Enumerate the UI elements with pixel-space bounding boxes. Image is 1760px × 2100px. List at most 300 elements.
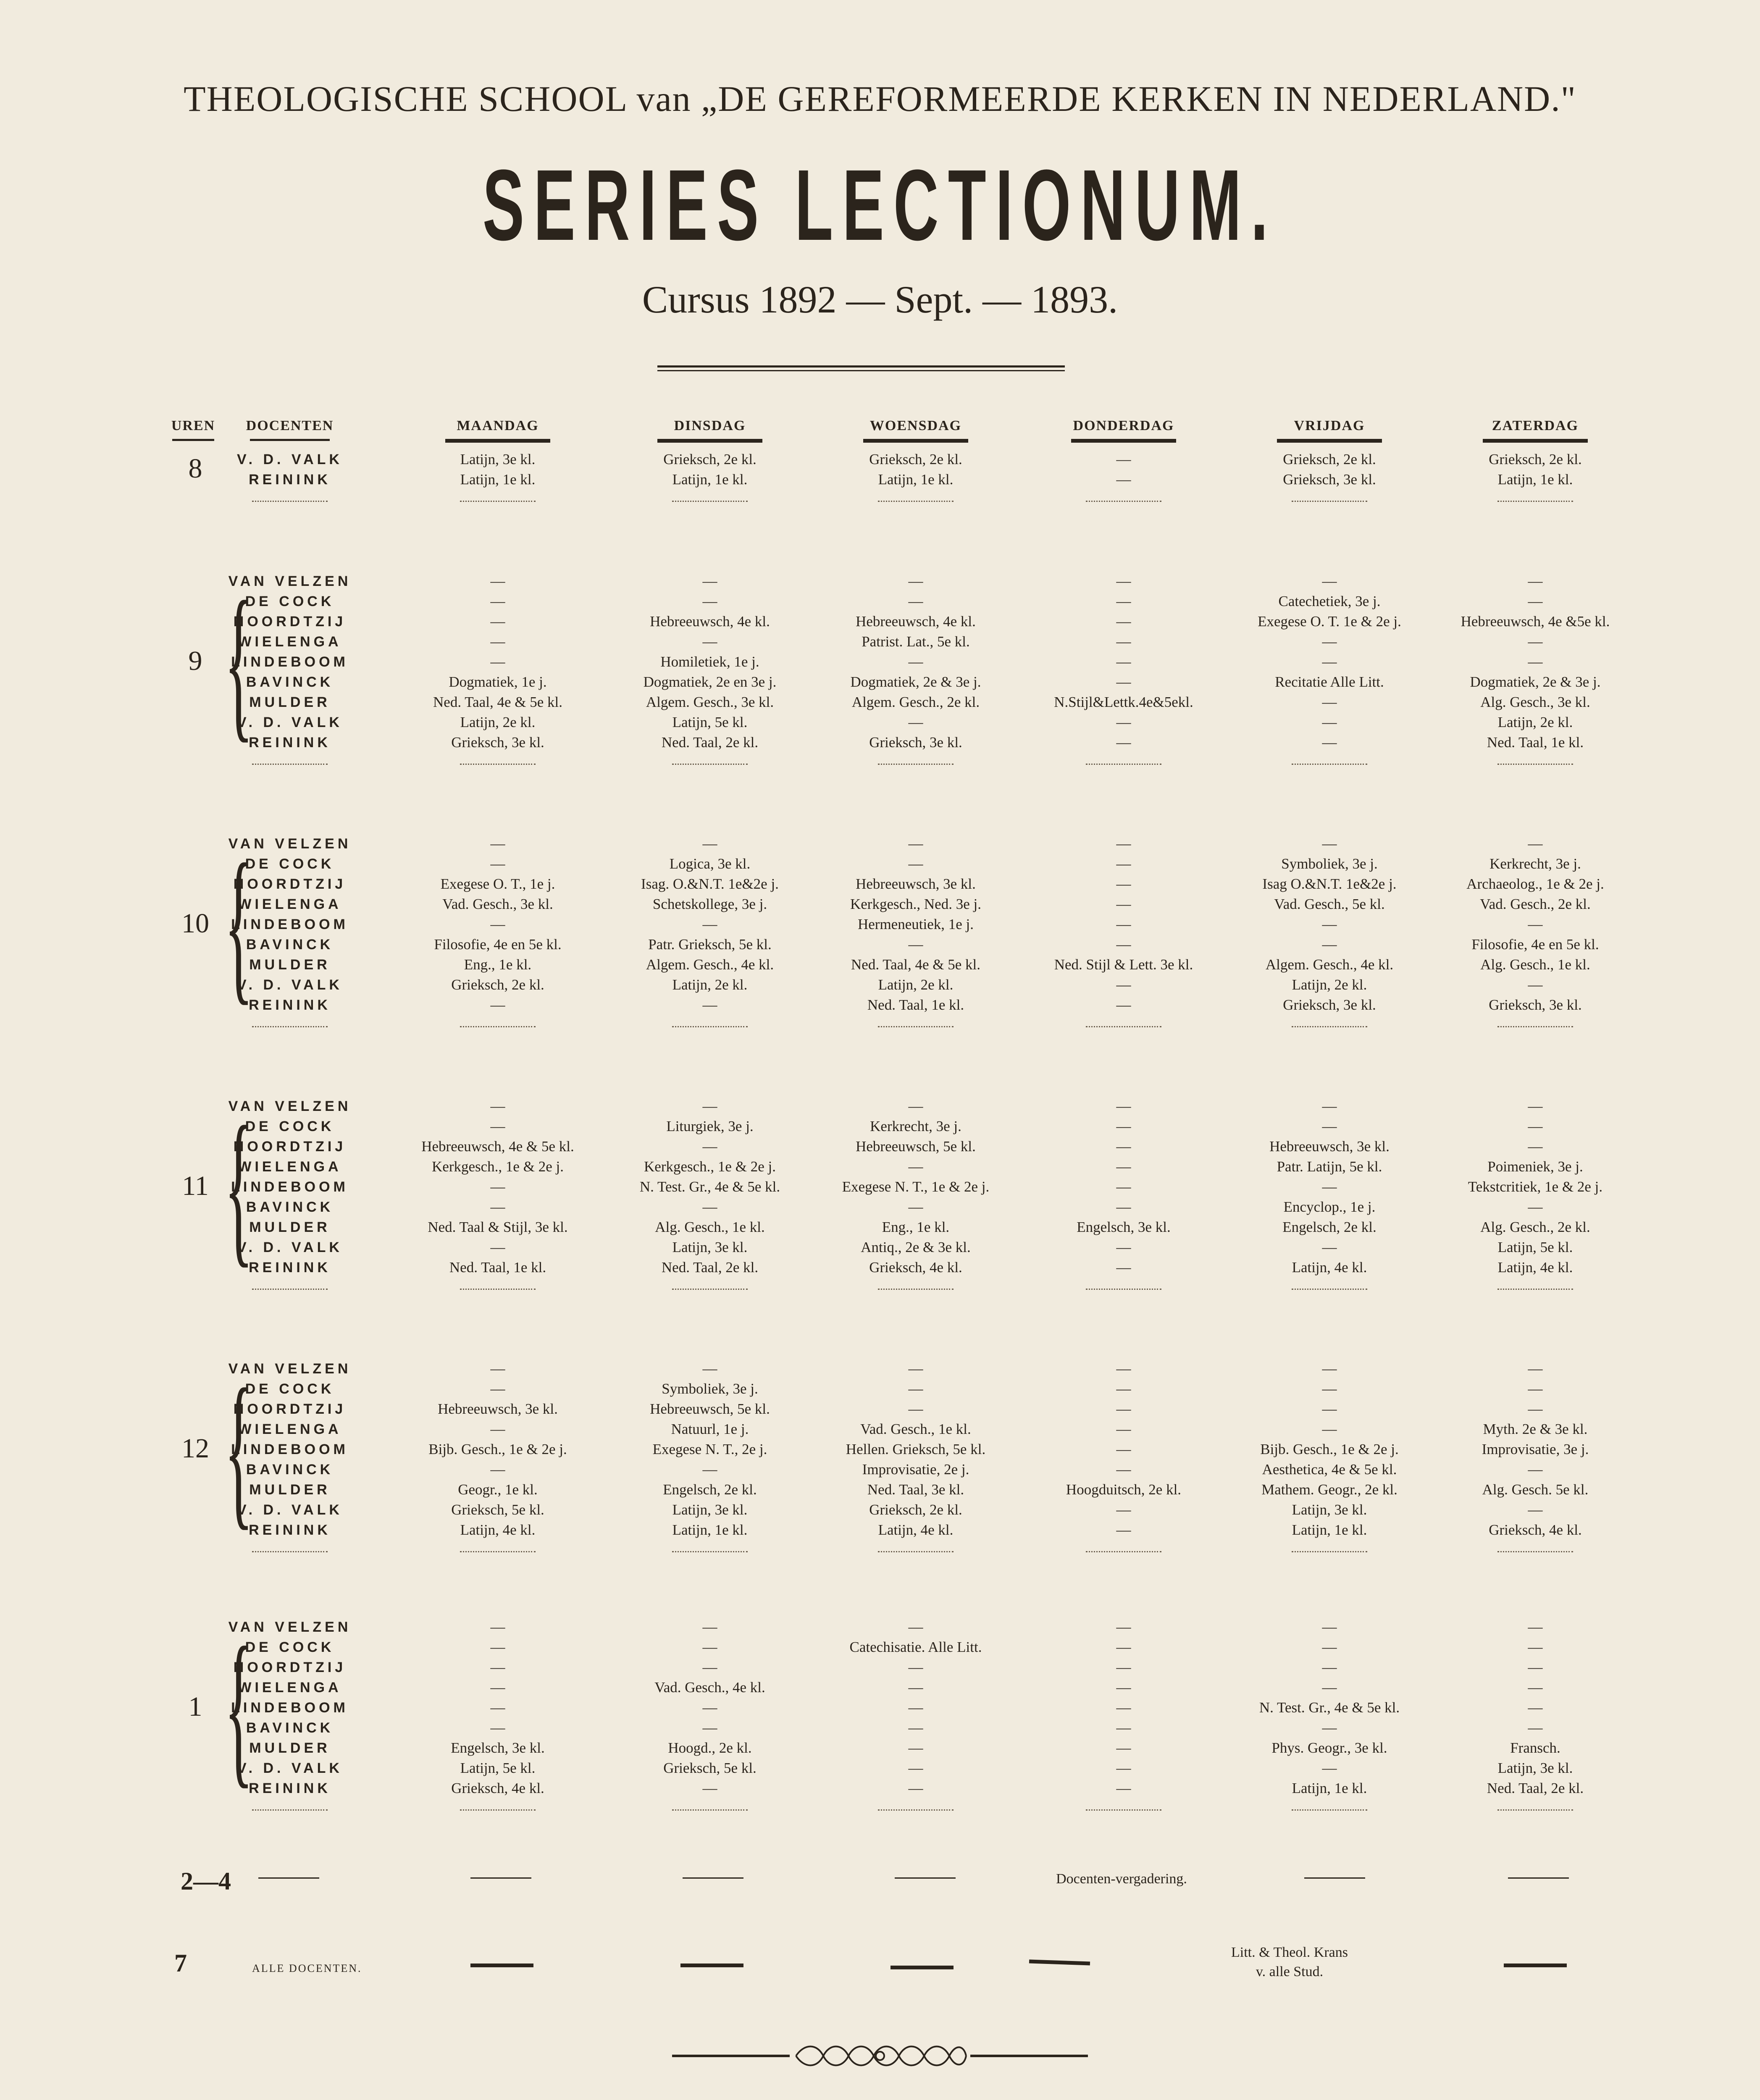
lesson-cell: Latijn, 1e kl. <box>1497 471 1573 488</box>
lesson-cell: Hebreeuwsch, 3e kl. <box>438 1401 558 1417</box>
block-separator <box>878 1286 954 1290</box>
lesson-cell: — <box>702 835 717 852</box>
lesson-cell: Latijn, 3e kl. <box>672 1239 748 1255</box>
lesson-cell: Symboliek, 3e j. <box>662 1381 758 1397</box>
block-separator <box>1292 1807 1367 1811</box>
lesson-cell: Mathem. Geogr., 2e kl. <box>1261 1481 1397 1498</box>
brace-glyph: { <box>224 1353 253 1544</box>
lesson-cell: — <box>908 835 923 852</box>
course-year-line: Cursus 1892 — Sept. — 1893. <box>642 278 1118 321</box>
lesson-cell: — <box>908 573 923 589</box>
lesson-cell: Latijn, 5e kl. <box>460 1760 536 1776</box>
teacher-name: NOORDTZIJ <box>233 876 347 892</box>
lesson-cell: — <box>1322 714 1337 730</box>
teacher-name: WIELENGA <box>238 634 342 650</box>
lesson-cell: Grieksch, 5e kl. <box>451 1502 544 1518</box>
lesson-cell: — <box>908 1659 923 1675</box>
evening-teachers: ALLE DOCENTEN. <box>252 1962 362 1974</box>
lesson-cell: Ned. Taal, 4e & 5e kl. <box>433 694 562 710</box>
lesson-cell: Engelsch, 3e kl. <box>451 1740 545 1756</box>
lesson-cell: Latijn, 1e kl. <box>878 471 954 488</box>
col-rule-dinsdag <box>657 439 762 443</box>
lesson-cell: Grieksch, 2e kl. <box>1283 451 1376 467</box>
evening-text-line2: v. alle Stud. <box>1256 1964 1324 1979</box>
lesson-cell: — <box>490 1619 505 1635</box>
lesson-cell: — <box>490 1699 505 1716</box>
lesson-cell: Grieksch, 3e kl. <box>1283 471 1376 488</box>
block-separator <box>1497 498 1573 502</box>
lesson-cell: — <box>908 1679 923 1696</box>
lesson-cell: Kerkrecht, 3e j. <box>1489 856 1581 872</box>
lesson-cell: Hoogduitsch, 2e kl. <box>1066 1481 1182 1498</box>
lesson-cell: — <box>1322 694 1337 710</box>
block-separator <box>1497 1024 1573 1027</box>
lesson-cell: N. Test. Gr., 4e & 5e kl. <box>1259 1699 1400 1716</box>
afternoon-dash-zaterdag <box>1508 1877 1569 1879</box>
lesson-cell: — <box>702 1360 717 1377</box>
lesson-cell: Latijn, 1e kl. <box>1292 1780 1367 1796</box>
lesson-cell: Archaeolog., 1e & 2e j. <box>1466 876 1604 892</box>
lesson-cell: Ned. Taal, 4e & 5e kl. <box>851 956 980 973</box>
teacher-name: BAVINCK <box>246 1720 334 1736</box>
lesson-cell: Alg. Gesch., 1e kl. <box>655 1219 765 1235</box>
block-separator <box>1086 1024 1161 1027</box>
lesson-cell: Filosofie, 4e en 5e kl. <box>1471 936 1599 953</box>
col-donderdag: DONDERDAG <box>1073 418 1174 433</box>
lesson-cell: — <box>1116 856 1131 872</box>
lesson-cell: Latijn, 1e kl. <box>672 1522 748 1538</box>
lesson-cell: — <box>1116 633 1131 650</box>
lesson-cell: Algem. Gesch., 3e kl. <box>646 694 774 710</box>
evening-dash-woensdag <box>891 1966 954 1969</box>
lesson-cell: — <box>1528 1360 1543 1377</box>
lesson-cell: Antiq., 2e & 3e kl. <box>861 1239 971 1255</box>
lesson-cell: — <box>1528 1199 1543 1215</box>
lesson-cell: — <box>908 1740 923 1756</box>
lesson-cell: — <box>1116 876 1131 892</box>
teacher-name: NOORDTZIJ <box>233 614 347 630</box>
lesson-cell: Grieksch, 4e kl. <box>451 1780 544 1796</box>
lesson-cell: Latijn, 4e kl. <box>878 1522 954 1538</box>
lesson-cell: — <box>908 654 923 670</box>
lesson-cell: — <box>908 1719 923 1736</box>
lesson-cell: Hermeneutiek, 1e j. <box>857 916 974 932</box>
lesson-cell: — <box>1528 1118 1543 1134</box>
lesson-cell: Latijn, 5e kl. <box>1497 1239 1573 1255</box>
lesson-cell: — <box>490 613 505 630</box>
lesson-cell: Latijn, 5e kl. <box>672 714 748 730</box>
teacher-name: WIELENGA <box>238 1680 342 1696</box>
block-separator <box>460 1024 536 1027</box>
lesson-cell: Patrist. Lat., 5e kl. <box>862 633 970 650</box>
lesson-cell: — <box>908 593 923 609</box>
lesson-cell: Exegese N. T., 1e & 2e j. <box>842 1179 990 1195</box>
lesson-cell: Encyclop., 1e j. <box>1283 1199 1376 1215</box>
lesson-cell: — <box>1528 1679 1543 1696</box>
lesson-cell: — <box>1116 1098 1131 1114</box>
lesson-cell: — <box>490 593 505 609</box>
teacher-name: LINDEBOOM <box>231 1441 349 1457</box>
block-separator <box>252 1286 328 1290</box>
lesson-cell: — <box>908 1158 923 1175</box>
block-separator <box>672 1549 748 1552</box>
lesson-cell: Ned. Taal & Stijl, 3e kl. <box>428 1219 568 1235</box>
lesson-cell: — <box>490 1461 505 1478</box>
teacher-name: DE COCK <box>245 856 335 872</box>
lesson-cell: — <box>1116 1118 1131 1134</box>
lesson-cell: — <box>702 593 717 609</box>
lesson-cell: Vad. Gesch., 4e kl. <box>654 1679 765 1696</box>
lesson-cell: — <box>1116 916 1131 932</box>
lesson-cell: — <box>1322 1760 1337 1776</box>
lesson-cell: Ned. Taal, 1e kl. <box>867 997 964 1013</box>
block-separator <box>672 1024 748 1027</box>
lesson-cell: Vad. Gesch., 1e kl. <box>860 1421 971 1437</box>
afternoon-dash-maandag <box>470 1877 531 1879</box>
lesson-cell: Hebreeuwsch, 4e & 5e kl. <box>421 1138 574 1155</box>
lesson-cell: — <box>702 1199 717 1215</box>
teacher-name: V. D. VALK <box>237 1760 343 1776</box>
teacher-name: MULDER <box>249 1219 331 1235</box>
lesson-cell: — <box>1322 1179 1337 1195</box>
lesson-cell: — <box>1116 613 1131 630</box>
teacher-name: REININK <box>249 1260 331 1276</box>
lesson-cell: — <box>1116 976 1131 993</box>
lesson-cell: — <box>1116 1699 1131 1716</box>
teacher-name: V. D. VALK <box>237 977 343 993</box>
lesson-cell: — <box>1528 1639 1543 1655</box>
lesson-cell: Grieksch, 3e kl. <box>1283 997 1376 1013</box>
lesson-cell: Dogmatiek, 2e en 3e j. <box>643 674 777 690</box>
col-woensdag: WOENSDAG <box>869 418 962 433</box>
lesson-cell: Ned. Stijl & Lett. 3e kl. <box>1054 956 1193 973</box>
lesson-cell: Hebreeuwsch, 4e kl. <box>856 613 976 630</box>
lesson-cell: — <box>1322 1239 1337 1255</box>
brace-glyph: { <box>224 828 253 1019</box>
lesson-cell: — <box>908 1199 923 1215</box>
lesson-cell: — <box>1116 1740 1131 1756</box>
lesson-cell: — <box>1116 835 1131 852</box>
block-separator <box>460 1807 536 1811</box>
lesson-cell: Alg. Gesch. 5e kl. <box>1482 1481 1589 1498</box>
lesson-cell: — <box>1322 1421 1337 1437</box>
teacher-name: WIELENGA <box>238 896 342 912</box>
lesson-cell: — <box>702 1780 717 1796</box>
lesson-cell: Catechisatie. Alle Litt. <box>849 1639 982 1655</box>
lesson-cell: Patr. Latijn, 5e kl. <box>1277 1158 1382 1175</box>
lesson-cell: — <box>1116 734 1131 751</box>
lesson-cell: Latijn, 2e kl. <box>1292 976 1367 993</box>
teacher-name: LINDEBOOM <box>231 654 349 670</box>
lesson-cell: Improvisatie, 3e j. <box>1482 1441 1589 1457</box>
lesson-cell: — <box>702 916 717 932</box>
teacher-name: MULDER <box>249 1482 331 1498</box>
lesson-cell: Grieksch, 5e kl. <box>663 1760 757 1776</box>
block-separator <box>672 761 748 765</box>
lesson-cell: Kerkgesch., 1e & 2e j. <box>644 1158 776 1175</box>
teacher-name: DE COCK <box>245 1639 335 1655</box>
teacher-name: VAN VELZEN <box>228 1361 352 1377</box>
lesson-cell: Latijn, 2e kl. <box>878 976 954 993</box>
lesson-cell: Ned. Taal, 1e kl. <box>449 1259 546 1276</box>
lesson-cell: Recitatie Alle Litt. <box>1275 674 1384 690</box>
block-separator <box>1086 1549 1161 1552</box>
lesson-cell: Latijn, 1e kl. <box>1292 1522 1367 1538</box>
teacher-name: MULDER <box>249 694 331 710</box>
lesson-cell: Grieksch, 2e kl. <box>663 451 757 467</box>
lesson-cell: Latijn, 4e kl. <box>1497 1259 1573 1276</box>
lesson-cell: Isag O.&N.T. 1e&2e j. <box>1262 876 1397 892</box>
lesson-cell: Kerkgesch., Ned. 3e j. <box>850 896 981 912</box>
lesson-cell: Isag. O.&N.T. 1e&2e j. <box>641 876 779 892</box>
lesson-cell: — <box>908 1760 923 1776</box>
teacher-name: NOORDTZIJ <box>233 1401 347 1417</box>
lesson-cell: Homiletiek, 1e j. <box>660 654 759 670</box>
teacher-name: DE COCK <box>245 593 335 609</box>
afternoon-dash-woensdag <box>895 1877 956 1879</box>
evening-dash-donderdag <box>1029 1959 1090 1965</box>
lesson-cell: — <box>1322 654 1337 670</box>
lesson-cell: Aesthetica, 4e & 5e kl. <box>1262 1461 1397 1478</box>
lesson-cell: Filosofie, 4e en 5e kl. <box>434 936 562 953</box>
block-separator <box>1292 1024 1367 1027</box>
lesson-cell: — <box>1322 573 1337 589</box>
lesson-cell: — <box>490 633 505 650</box>
col-rule-uren <box>172 439 214 441</box>
teacher-name: BAVINCK <box>246 937 334 953</box>
lesson-cell: — <box>1116 1619 1131 1635</box>
block-separator <box>878 498 954 502</box>
block-separator <box>878 1024 954 1027</box>
lesson-cell: — <box>1116 654 1131 670</box>
lesson-cell: Latijn, 4e kl. <box>1292 1259 1367 1276</box>
page-title: SERIES LECTIONUM. <box>482 149 1278 261</box>
lesson-cell: — <box>1528 633 1543 650</box>
lesson-cell: Geogr., 1e kl. <box>458 1481 538 1498</box>
lesson-cell: — <box>1322 1639 1337 1655</box>
block-separator <box>1292 761 1367 765</box>
lesson-cell: — <box>1528 654 1543 670</box>
block-separator <box>672 1807 748 1811</box>
lesson-cell: — <box>1116 1502 1131 1518</box>
lesson-cell: Algem. Gesch., 2e kl. <box>851 694 980 710</box>
col-uren: UREN <box>171 418 215 433</box>
teacher-name: WIELENGA <box>238 1159 342 1175</box>
block-separator <box>252 1024 328 1027</box>
lesson-cell: Latijn, 3e kl. <box>1497 1760 1573 1776</box>
lesson-cell: — <box>1528 1138 1543 1155</box>
col-dinsdag: DINSDAG <box>674 418 746 433</box>
teacher-name: V. D. VALK <box>237 1239 343 1255</box>
lesson-cell: — <box>1528 1659 1543 1675</box>
lesson-cell: — <box>908 1780 923 1796</box>
lesson-cell: — <box>1116 1360 1131 1377</box>
lesson-cell: Hebreeuwsch, 5e kl. <box>856 1138 976 1155</box>
lesson-cell: Ned. Taal, 1e kl. <box>1487 734 1584 751</box>
lesson-cell: — <box>490 1421 505 1437</box>
lesson-cell: Ned. Taal, 2e kl. <box>1487 1780 1584 1796</box>
lesson-cell: Hellen. Grieksch, 5e kl. <box>846 1441 986 1457</box>
brace-glyph: { <box>224 1091 253 1282</box>
lesson-cell: — <box>1116 1780 1131 1796</box>
lesson-cell: Schetskollege, 3e j. <box>652 896 767 912</box>
evening-dash-zaterdag <box>1504 1964 1567 1967</box>
lesson-cell: — <box>1116 1239 1131 1255</box>
teacher-name: MULDER <box>249 957 331 973</box>
lesson-cell: Grieksch, 2e kl. <box>1489 451 1582 467</box>
lesson-cell: — <box>490 1118 505 1134</box>
lesson-cell: Kerkrecht, 3e j. <box>870 1118 961 1134</box>
teacher-name: DE COCK <box>245 1118 335 1134</box>
lesson-cell: — <box>908 1381 923 1397</box>
lesson-cell: — <box>1116 1639 1131 1655</box>
lesson-cell: Exegese N. T., 2e j. <box>652 1441 767 1457</box>
lesson-cell: — <box>908 714 923 730</box>
lesson-cell: Engelsch, 3e kl. <box>1077 1219 1171 1235</box>
lesson-cell: Hebreeuwsch, 4e kl. <box>650 613 770 630</box>
lesson-cell: — <box>1322 1118 1337 1134</box>
block-separator <box>252 761 328 765</box>
lesson-cell: — <box>490 1179 505 1195</box>
lesson-cell: Improvisatie, 2e j. <box>862 1461 969 1478</box>
lesson-cell: — <box>490 573 505 589</box>
block-separator <box>878 761 954 765</box>
block-separator <box>1497 1807 1573 1811</box>
lesson-cell: Engelsch, 2e kl. <box>1282 1219 1376 1235</box>
col-rule-donderdag <box>1071 439 1176 443</box>
lesson-cell: — <box>1322 1401 1337 1417</box>
teacher-name: V. D. VALK <box>237 452 343 467</box>
header-divider <box>657 365 1065 371</box>
lesson-cell: Grieksch, 2e kl. <box>869 451 962 467</box>
lesson-cell: — <box>490 654 505 670</box>
lesson-cell: — <box>1116 451 1131 467</box>
lesson-cell: — <box>908 1360 923 1377</box>
block-separator <box>460 1286 536 1290</box>
lesson-cell: — <box>1528 976 1543 993</box>
afternoon-dash-dinsdag <box>683 1877 743 1879</box>
lesson-cell: — <box>702 573 717 589</box>
teacher-name: BAVINCK <box>246 1462 334 1478</box>
block-separator <box>878 1807 954 1811</box>
lesson-cell: N. Test. Gr., 4e & 5e kl. <box>639 1179 780 1195</box>
afternoon-hour: 2—4 <box>181 1867 231 1895</box>
lesson-cell: — <box>908 1098 923 1114</box>
teacher-name: LINDEBOOM <box>231 1179 349 1195</box>
lesson-cell: — <box>1528 1619 1543 1635</box>
block-separator <box>252 1549 328 1552</box>
block-separator <box>1497 761 1573 765</box>
block-separator <box>1292 1549 1367 1552</box>
teacher-name: DE COCK <box>245 1381 335 1397</box>
teacher-name: LINDEBOOM <box>231 916 349 932</box>
teacher-name: REININK <box>249 1522 331 1538</box>
lesson-cell: — <box>1116 936 1131 953</box>
teacher-name: MULDER <box>249 1740 331 1756</box>
brace-glyph: { <box>224 1612 253 1803</box>
lesson-cell: Ned. Taal, 3e kl. <box>867 1481 964 1498</box>
lesson-cell: — <box>702 633 717 650</box>
col-vrijdag: VRIJDAG <box>1294 418 1365 433</box>
lesson-cell: — <box>1116 1179 1131 1195</box>
lesson-cell: — <box>702 1461 717 1478</box>
hour-label: 1 <box>188 1691 202 1722</box>
lesson-cell: — <box>1116 573 1131 589</box>
lesson-cell: — <box>490 1360 505 1377</box>
lesson-cell: — <box>1528 1401 1543 1417</box>
block-separator <box>1497 1286 1573 1290</box>
block-separator <box>460 1549 536 1552</box>
block-separator <box>1086 498 1161 502</box>
lesson-cell: Poimeniek, 3e j. <box>1487 1158 1583 1175</box>
teacher-name: V. D. VALK <box>237 1502 343 1518</box>
col-rule-zaterdag <box>1483 439 1588 443</box>
lesson-cell: — <box>1322 835 1337 852</box>
col-rule-maandag <box>445 439 550 443</box>
lesson-cell: Eng., 1e kl. <box>464 956 532 973</box>
lesson-cell: — <box>702 1719 717 1736</box>
block-separator <box>252 498 328 502</box>
lesson-cell: Catechetiek, 3e j. <box>1278 593 1381 609</box>
block-separator <box>1292 1286 1367 1290</box>
lesson-cell: — <box>490 1098 505 1114</box>
lesson-cell: — <box>490 1199 505 1215</box>
lesson-cell: — <box>1322 1098 1337 1114</box>
hour-label: 9 <box>188 646 202 676</box>
lesson-cell: — <box>1322 916 1337 932</box>
teacher-name: VAN VELZEN <box>228 1619 352 1635</box>
lesson-cell: Hebreeuwsch, 3e kl. <box>856 876 976 892</box>
lesson-cell: — <box>1528 593 1543 609</box>
hour-label: 11 <box>182 1171 209 1201</box>
lesson-cell: Dogmatiek, 2e & 3e j. <box>1470 674 1601 690</box>
lesson-cell: Myth. 2e & 3e kl. <box>1483 1421 1588 1437</box>
lesson-cell: Kerkgesch., 1e & 2e j. <box>432 1158 564 1175</box>
lesson-cell: Latijn, 2e kl. <box>672 976 748 993</box>
lesson-cell: — <box>1116 896 1131 912</box>
lesson-cell: Latijn, 1e kl. <box>672 471 748 488</box>
col-maandag: MAANDAG <box>457 418 539 433</box>
teacher-name: LINDEBOOM <box>231 1700 349 1716</box>
lesson-cell: — <box>1116 714 1131 730</box>
lesson-cell: — <box>1116 674 1131 690</box>
evening-dash-maandag <box>470 1964 533 1967</box>
block-separator <box>1086 761 1161 765</box>
teacher-name: VAN VELZEN <box>228 836 352 852</box>
lesson-cell: Alg. Gesch., 2e kl. <box>1480 1219 1590 1235</box>
lesson-cell: Hebreeuwsch, 3e kl. <box>1269 1138 1390 1155</box>
hour-label: 12 <box>181 1433 209 1464</box>
lesson-cell: — <box>702 1098 717 1114</box>
lesson-cell: Grieksch, 3e kl. <box>1489 997 1582 1013</box>
lesson-cell: — <box>1116 1719 1131 1736</box>
lesson-cell: Vad. Gesch., 5e kl. <box>1274 896 1385 912</box>
teacher-name: WIELENGA <box>238 1421 342 1437</box>
lesson-cell: Latijn, 2e kl. <box>460 714 536 730</box>
lesson-cell: — <box>1116 997 1131 1013</box>
lesson-cell: Grieksch, 4e kl. <box>869 1259 962 1276</box>
lesson-cell: — <box>1116 1441 1131 1457</box>
evening-text-line1: Litt. & Theol. Krans <box>1231 1945 1348 1960</box>
lesson-cell: Latijn, 1e kl. <box>460 471 536 488</box>
lesson-cell: — <box>1116 1401 1131 1417</box>
lesson-cell: — <box>490 1639 505 1655</box>
lesson-cell: — <box>1528 1719 1543 1736</box>
hour-label: 10 <box>181 908 209 939</box>
lesson-cell: Liturgiek, 3e j. <box>666 1118 754 1134</box>
lesson-cell: Ned. Taal, 2e kl. <box>661 734 759 751</box>
col-docenten: DOCENTEN <box>246 418 334 433</box>
